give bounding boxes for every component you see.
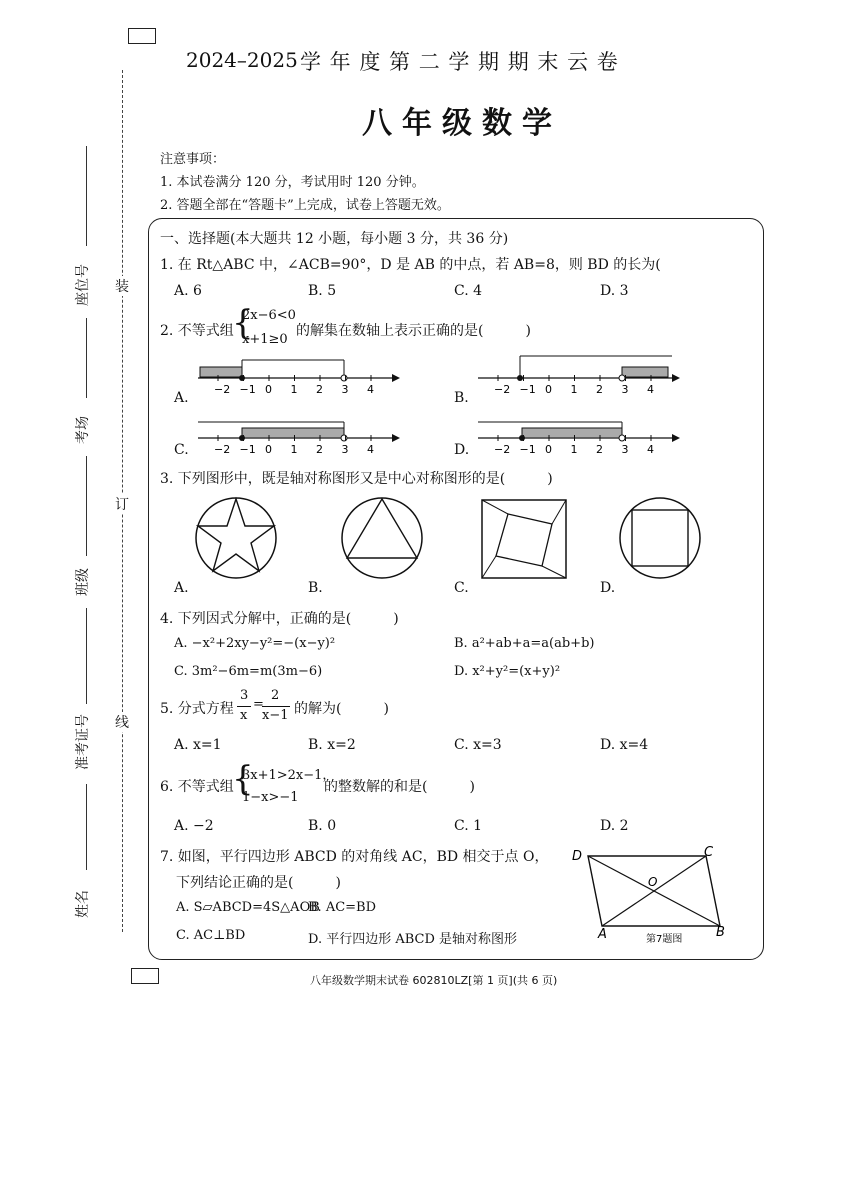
- q2-tick-label: −2: [214, 443, 231, 456]
- q5-den-1: x: [240, 708, 248, 723]
- notes-heading: 注意事项：: [160, 152, 226, 167]
- q3-label-b: B.: [308, 580, 323, 596]
- q3-label-a: A.: [174, 580, 189, 596]
- q2-tick-label: 0: [545, 383, 552, 396]
- q2-tick-label: −1: [519, 443, 536, 456]
- q2-tick-label: 0: [265, 383, 272, 396]
- q5-option-a: A. x=1: [174, 737, 222, 753]
- bind-char-xian: 线: [115, 712, 129, 732]
- q5-prefix: 5. 分式方程: [160, 701, 234, 717]
- q7-parallelogram-figure: [566, 842, 742, 946]
- q6-option-a: A. −2: [174, 818, 214, 834]
- q1-option-b: B. 5: [308, 283, 337, 299]
- q5-option-b: B. x=2: [308, 737, 356, 753]
- q1-option-c: C. 4: [454, 283, 483, 299]
- q5-num-1: 3: [240, 688, 249, 703]
- q5-option-d: D. x=4: [600, 737, 649, 753]
- room-line: [86, 318, 87, 398]
- q5-suffix: 的解为( ): [294, 701, 389, 717]
- q2-tick-label: 0: [265, 443, 272, 456]
- q2-label-d: D.: [454, 442, 470, 458]
- bind-char-zhuang: 装: [115, 276, 129, 296]
- q3-label-d: D.: [600, 580, 616, 596]
- q7-option-b: B. AC=BD: [308, 900, 377, 915]
- section-title: 一、选择题(本大题共 12 小题，每小题 3 分，共 36 分): [160, 231, 509, 247]
- q2-tick-label: −1: [519, 383, 536, 396]
- q2-tick-label: 1: [290, 383, 298, 396]
- class-label: 班级: [75, 568, 91, 596]
- corner-box-bottom: [131, 968, 159, 984]
- q2-line-b: [478, 356, 680, 382]
- q5-eq: =: [253, 697, 264, 712]
- room-label: 考场: [75, 416, 91, 444]
- q6-option-c: C. 1: [454, 818, 483, 834]
- q2-tick-label: 4: [367, 443, 374, 456]
- q3-figure-d-square: [620, 498, 700, 578]
- q2-label-b: B.: [454, 390, 469, 406]
- header-year: 2024–2025: [186, 48, 298, 72]
- q7-option-c: C. AC⊥BD: [176, 928, 246, 943]
- q2-tick-label: 2: [596, 383, 603, 396]
- q7-option-d: D. 平行四边形 ABCD 是轴对称图形: [308, 932, 518, 947]
- q2-tick-label: 3: [341, 443, 349, 456]
- q5-fraction-bar-2: [262, 706, 290, 707]
- q7-stem-1: 7. 如图，平行四边形 ABCD 的对角线 AC，BD 相交于点 O，: [160, 849, 549, 865]
- q1-option-d: D. 3: [600, 283, 629, 299]
- corner-box-top: [128, 28, 156, 44]
- q4-option-b: B. a²+ab+a=a(ab+b): [454, 636, 595, 651]
- q2-suffix: 的解集在数轴上表示正确的是( ): [296, 323, 531, 339]
- name-label: 姓名: [75, 890, 91, 918]
- q7-point-d: D: [572, 849, 583, 864]
- q1-option-a: A. 6: [174, 283, 202, 299]
- q2-tick-label: 4: [367, 383, 374, 396]
- q4-option-d: D. x²+y²=(x+y)²: [454, 664, 561, 679]
- q4-option-a: A. −x²+2xy−y²=−(x−y)²: [174, 636, 336, 651]
- q7-point-c: C: [704, 845, 714, 860]
- q2-tick-label: 1: [570, 443, 578, 456]
- q6-suffix: 的整数解的和是( ): [324, 779, 475, 795]
- seat-label: 座位号: [75, 264, 91, 306]
- q3-label-c: C.: [454, 580, 469, 596]
- q6-prefix: 6. 不等式组: [160, 779, 234, 795]
- q2-tick-label: −2: [494, 383, 511, 396]
- q1-stem: 1. 在 Rt△ABC 中，∠ACB=90°，D 是 AB 的中点，若 AB=8，则 BD 的长为(: [160, 257, 661, 273]
- bind-char-ding: 订: [115, 494, 129, 514]
- q3-figure-a-star: [196, 498, 276, 578]
- q5-option-c: C. x=3: [454, 737, 502, 753]
- q6-ineq-2: 1−x>−1: [242, 790, 299, 805]
- q2-tick-label: 0: [545, 443, 552, 456]
- q2-brace: {: [232, 303, 254, 343]
- q2-tick-label: 2: [596, 443, 603, 456]
- q4-option-c: C. 3m²−6m=m(3m−6): [174, 664, 323, 679]
- q2-ineq-2: x+1≥0: [242, 332, 288, 347]
- q7-point-b: B: [716, 925, 725, 940]
- seat-line: [86, 146, 87, 246]
- q2-tick-label: 1: [570, 383, 578, 396]
- q2-label-c: C.: [174, 442, 189, 458]
- q2-tick-label: −2: [494, 443, 511, 456]
- q2-tick-label: 2: [316, 443, 323, 456]
- q2-label-a: A.: [174, 390, 189, 406]
- q2-tick-label: 3: [621, 443, 629, 456]
- q3-figure-c-pinwheel: [482, 500, 566, 578]
- q3-figure-b-triangle: [342, 498, 422, 578]
- q7-option-a: A. S▱ABCD=4S△AOB: [176, 900, 320, 915]
- q4-stem: 4. 下列因式分解中，正确的是( ): [160, 611, 399, 627]
- q2-tick-label: 3: [621, 383, 629, 396]
- page-title: 八年级数学: [362, 106, 562, 141]
- q2-tick-label: 4: [647, 383, 654, 396]
- q6-brace: {: [232, 759, 254, 799]
- q2-tick-label: 2: [316, 383, 323, 396]
- q2-tick-label: −2: [214, 383, 231, 396]
- notes-line-2: 2. 答题全部在“答题卡”上完成，试卷上答题无效。: [160, 198, 450, 213]
- exam-id-line: [86, 608, 87, 704]
- q3-figures: [190, 494, 710, 584]
- class-line: [86, 456, 87, 556]
- q2-tick-label: −1: [239, 443, 256, 456]
- q2-line-c: [198, 422, 400, 442]
- q2-tick-label: 1: [290, 443, 298, 456]
- q3-stem: 3. 下列图形中，既是轴对称图形又是中心对称图形的是( ): [160, 471, 553, 487]
- q2-tick-label: −1: [239, 383, 256, 396]
- q6-option-d: D. 2: [600, 818, 629, 834]
- header-title: 学 年 度 第 二 学 期 期 末 云 卷: [300, 50, 619, 74]
- q2-ineq-1: 2x−6<0: [242, 308, 296, 323]
- q2-tick-label: 3: [341, 383, 349, 396]
- exam-id-label: 准考证号: [75, 714, 91, 770]
- q2-number-lines: [160, 350, 720, 460]
- q2-line-d: [478, 422, 680, 442]
- q5-fraction-bar-1: [237, 706, 251, 707]
- name-line: [86, 784, 87, 870]
- q7-point-a: A: [598, 927, 607, 942]
- q7-stem-2: 下列结论正确的是( ): [176, 875, 341, 891]
- q7-point-o: O: [648, 875, 658, 889]
- q2-prefix: 2. 不等式组: [160, 323, 234, 339]
- footer: 八年级数学期末试卷 602810LZ[第 1 页](共 6 页): [310, 974, 558, 987]
- q2-tick-label: 4: [647, 443, 654, 456]
- q7-figure-caption: 第7题图: [646, 934, 683, 945]
- q5-num-2: 2: [271, 688, 280, 703]
- q5-den-2: x−1: [262, 708, 289, 723]
- notes-line-1: 1. 本试卷满分 120 分，考试用时 120 分钟。: [160, 175, 425, 190]
- q6-option-b: B. 0: [308, 818, 337, 834]
- q6-ineq-1: 3x+1>2x−1，: [242, 768, 336, 783]
- q2-tick-labels: [214, 375, 654, 456]
- q2-line-a: [198, 360, 400, 382]
